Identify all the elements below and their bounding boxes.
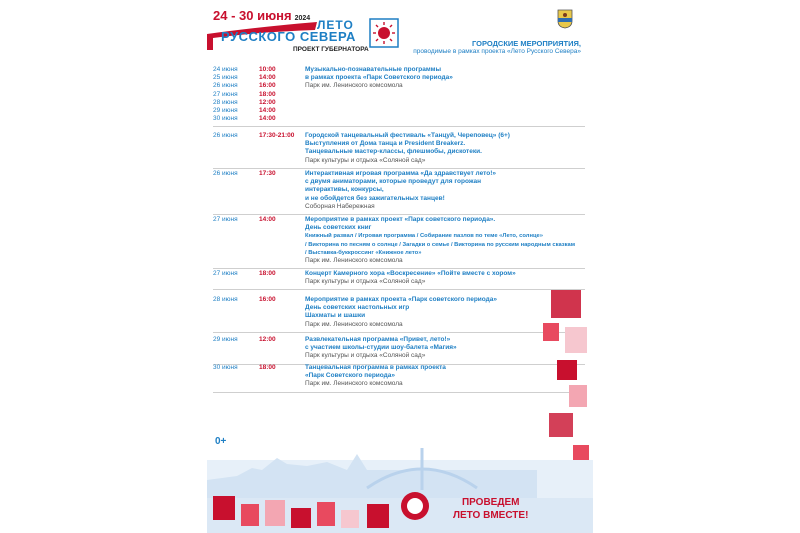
event-time: 14:00 bbox=[259, 115, 276, 123]
event-row bbox=[213, 294, 585, 333]
slogan: ПРОВЕДЕМ ЛЕТО ВМЕСТЕ! bbox=[453, 497, 529, 521]
age-rating: 0+ bbox=[215, 436, 227, 447]
city-crest-icon bbox=[557, 9, 573, 29]
event-dates bbox=[213, 132, 305, 165]
event-time: 14:00 bbox=[259, 216, 276, 223]
event-line: Интерактивная игровая программа «Да здравствует лето!» bbox=[305, 170, 496, 177]
poster-dates: 24 - 30 июня 2024 bbox=[213, 8, 311, 23]
event-date: 28 июня bbox=[213, 98, 238, 106]
event-time: 18:00 bbox=[259, 90, 276, 98]
event-row bbox=[213, 168, 585, 215]
event-description bbox=[305, 132, 585, 165]
event-time: 16:00 bbox=[259, 296, 276, 303]
event-description bbox=[305, 270, 585, 286]
event-venue: Парк культуры и отдыха «Соляной сад» bbox=[305, 156, 426, 164]
event-line: интерактивы, конкурсы, bbox=[305, 186, 384, 194]
logo-title-russkogo-severa: РУССКОГО СЕВЕРА bbox=[221, 29, 356, 44]
event-date: 29 июня bbox=[213, 336, 238, 343]
event-venue: Парк культуры и отдыха «Соляной сад» bbox=[305, 278, 426, 286]
event-line: Мероприятие в рамках проект «Парк советского периода». bbox=[305, 216, 496, 223]
event-line: «Парк Советского периода» bbox=[305, 372, 396, 380]
event-dates bbox=[213, 270, 305, 286]
event-line: в рамках проекта «Парк Советского периода» bbox=[305, 74, 453, 82]
event-line: День советских книг bbox=[305, 224, 372, 232]
event-time: 17:30-21:00 bbox=[259, 132, 295, 139]
event-time: 12:00 bbox=[259, 98, 276, 106]
event-time: 12:00 bbox=[259, 336, 276, 343]
event-dates bbox=[213, 170, 305, 211]
event-date: 24 июня bbox=[213, 66, 238, 73]
event-line: Музыкально-познавательные программы bbox=[305, 66, 442, 73]
event-venue: Парк культуры и отдыха «Соляной сад» bbox=[305, 352, 426, 360]
event-detail: Книжный развал / Игровая программа / Собирание пазлов по теме «Лето, солнце» bbox=[305, 233, 543, 240]
event-dates bbox=[213, 216, 305, 265]
event-row bbox=[213, 130, 585, 169]
event-description bbox=[305, 170, 585, 211]
event-date: 28 июня bbox=[213, 296, 238, 303]
event-time: 18:00 bbox=[259, 364, 276, 371]
event-date: 30 июня bbox=[213, 115, 238, 123]
event-dates bbox=[213, 364, 305, 389]
event-line: Мероприятие в рамках проекта «Парк советского периода» bbox=[305, 296, 498, 303]
event-venue: Парк им. Ленинского комсомола bbox=[305, 320, 403, 328]
event-time: 16:00 bbox=[259, 82, 276, 90]
event-date: 27 июня bbox=[213, 270, 238, 277]
event-line: Концерт Камерного хора «Воскресение» «Пойте вместе с хором» bbox=[305, 270, 516, 277]
event-line: Городской танцевальный фестиваль «Танцуй, Череповец» (6+) bbox=[305, 132, 510, 139]
event-venue: Соборная Набережная bbox=[305, 202, 375, 210]
event-date: 26 июня bbox=[213, 170, 238, 177]
event-detail: / Викторина по песням о солнце / Загадки о семье / Викторина по русским народным сказкам bbox=[305, 241, 576, 248]
event-line: с двумя аниматорами, которые проведут для горожан bbox=[305, 178, 482, 186]
event-dates bbox=[213, 296, 305, 329]
event-line: Выступления от Дома танца и President Breakerz. bbox=[305, 140, 466, 148]
event-date: 29 июня bbox=[213, 107, 238, 115]
logo-title-leto: ЛЕТО bbox=[317, 18, 354, 32]
event-row bbox=[213, 334, 585, 365]
event-line: Танцевальная программа в рамках проекта bbox=[305, 364, 446, 371]
event-row bbox=[213, 214, 585, 269]
event-row bbox=[213, 362, 585, 393]
event-line: с участием школы-студии шоу-балета «Магия» bbox=[305, 344, 457, 352]
event-date: 26 июня bbox=[213, 82, 238, 90]
city-events-heading: ГОРОДСКИЕ МЕРОПРИЯТИЯ, проводимые в рамках проекта «Лето Русского Севера» bbox=[413, 39, 581, 55]
event-line: День советских настольных игр bbox=[305, 304, 410, 312]
event-description bbox=[305, 66, 585, 123]
event-dates bbox=[213, 336, 305, 361]
event-time: 14:00 bbox=[259, 107, 276, 115]
event-venue: Парк им. Ленинского комсомола bbox=[305, 257, 403, 265]
event-description bbox=[305, 216, 585, 265]
sun-emblem-icon bbox=[369, 18, 399, 48]
event-line: Шахматы и шашки bbox=[305, 312, 366, 320]
event-date: 25 июня bbox=[213, 74, 238, 82]
event-time: 10:00 bbox=[259, 66, 276, 73]
event-line: Развлекательная программа «Привет, лето!» bbox=[305, 336, 451, 343]
event-date: 26 июня bbox=[213, 132, 238, 139]
event-line: и не обойдется без зажигательных танцев! bbox=[305, 194, 445, 202]
event-detail: / Выставка-буккроссинг «Книжное лето» bbox=[305, 249, 422, 256]
event-date: 27 июня bbox=[213, 90, 238, 98]
event-time: 14:00 bbox=[259, 74, 276, 82]
event-line: Танцевальные мастер-классы, флешмобы, дискотеки. bbox=[305, 148, 482, 156]
event-venue: Парк им. Ленинского комсомола bbox=[305, 380, 403, 388]
event-row bbox=[213, 268, 585, 290]
city-skyline-icon bbox=[207, 440, 593, 533]
event-time: 18:00 bbox=[259, 270, 276, 277]
logo-subtitle: ПРОЕКТ ГУБЕРНАТОРА bbox=[293, 46, 369, 53]
event-time: 17:30 bbox=[259, 170, 276, 177]
event-date: 27 июня bbox=[213, 216, 238, 223]
event-date: 30 июня bbox=[213, 364, 238, 371]
event-dates bbox=[213, 66, 305, 123]
event-poster bbox=[207, 0, 593, 533]
event-row bbox=[213, 64, 585, 127]
event-venue: Парк им. Ленинского комсомола bbox=[305, 82, 403, 90]
